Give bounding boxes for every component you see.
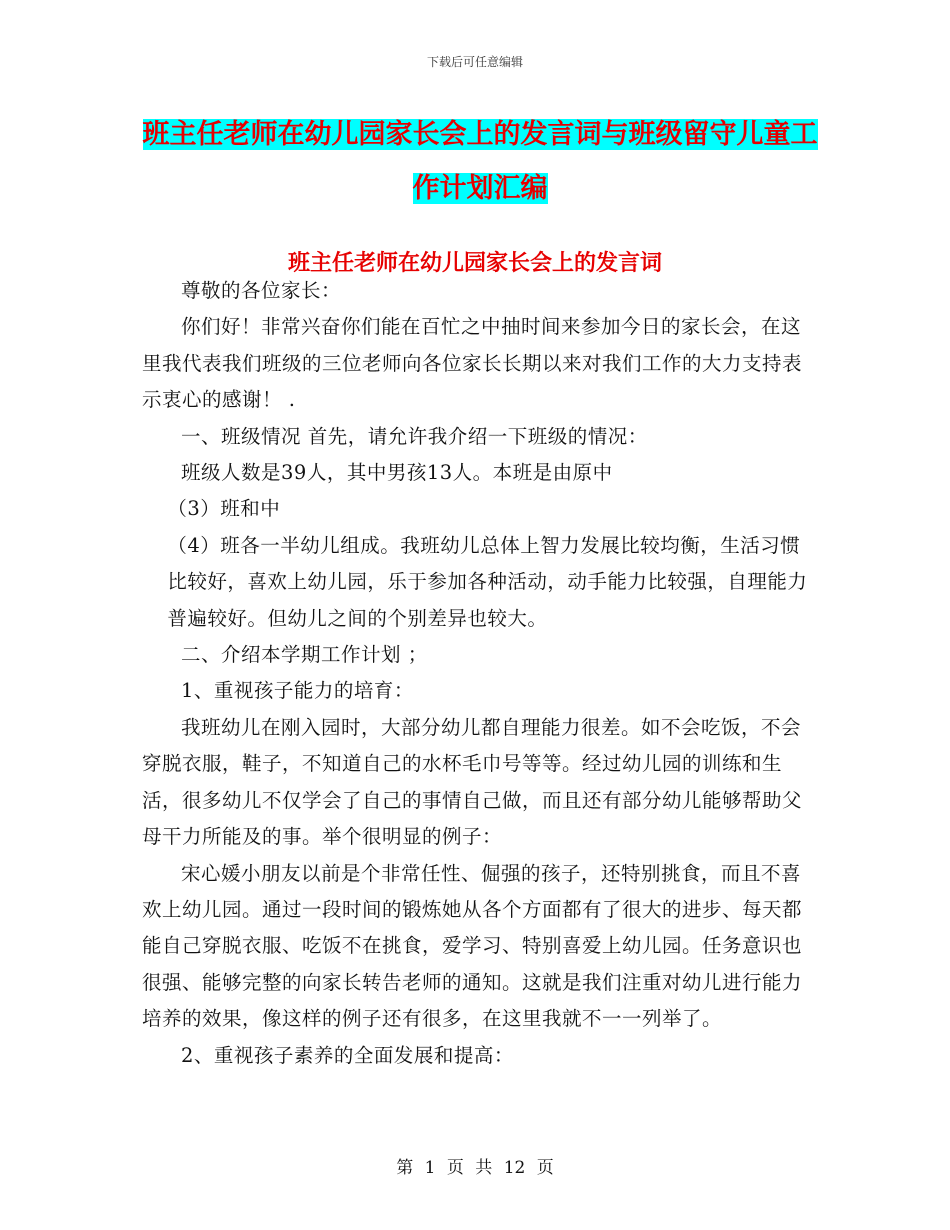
paragraph-ability-heading: 1、重视孩子能力的培育： — [181, 679, 414, 703]
paragraph-example: 宋心媛小朋友以前是个非常任性、倔强的孩子，还特别挑食，而且不喜欢上幼儿园。通过一段时间的锻炼她从各个方面都有了很大的进步、每天都能自己穿脱衣服、吃饭不在挑食，爱学习、特别喜爱上幼儿园。任务意识也很强、能够完整的向家长转告老师的通知。这就是我们注重对幼儿进行能力培养的效果，像这样的例子还有很多，在这里我就不一一列举了。 — [142, 861, 803, 1031]
page-footer: 第 1 页 共 12 页 — [396, 1158, 554, 1178]
paragraph-plan-heading: 二、介绍本学期工作计划 ； — [181, 643, 428, 667]
paragraph-greeting: 你们好！非常兴奋你们能在百忙之中抽时间来参加今日的家长会，在这里我代表我们班级的三位老师向各位家长长期以来对我们工作的大力支持表示衷心的感谢！ . — [142, 315, 803, 412]
document-title — [140, 108, 820, 216]
paragraph-ability-body: 我班幼儿在刚入园时，大部分幼儿都自理能力很差。如不会吃饭，不会穿脱衣服，鞋子，不知道自己的水杯毛巾号等等。经过幼儿园的训练和生活，很多幼儿不仅学会了自己的事情自己做，而且还有部分幼儿能够帮助父母干力所能及的事。举个很明显的例子： — [142, 715, 803, 849]
paragraph-class-3: （3）班和中 — [167, 497, 281, 521]
paragraph-class-size: 班级人数是39人，其中男孩13人。本班是由原中 — [181, 461, 613, 485]
paragraph-quality-heading: 2、重视孩子素养的全面发展和提高： — [181, 1043, 514, 1067]
section-title: 班主任老师在幼儿园家长会上的发言词 — [287, 251, 662, 276]
document-body — [142, 273, 814, 1074]
header-note: 下载后可任意编辑 — [426, 55, 523, 69]
paragraph-salutation: 尊敬的各位家长： — [181, 279, 342, 302]
paragraph-class-4: （4）班各一半幼儿组成。我班幼儿总体上智力发展比较均衡，生活习惯比较好，喜欢上幼儿园，乐于参加各种活动，动手能力比较强，自理能力普遍较好。但幼儿之间的个别差异也较大。 — [167, 533, 808, 630]
document-title-text: 班主任老师在幼儿园家长会上的发言词与班级留守儿童工作计划汇编 — [142, 119, 818, 204]
paragraph-class-heading: 一、班级情况 首先，请允许我介绍一下班级的情况： — [181, 424, 648, 448]
